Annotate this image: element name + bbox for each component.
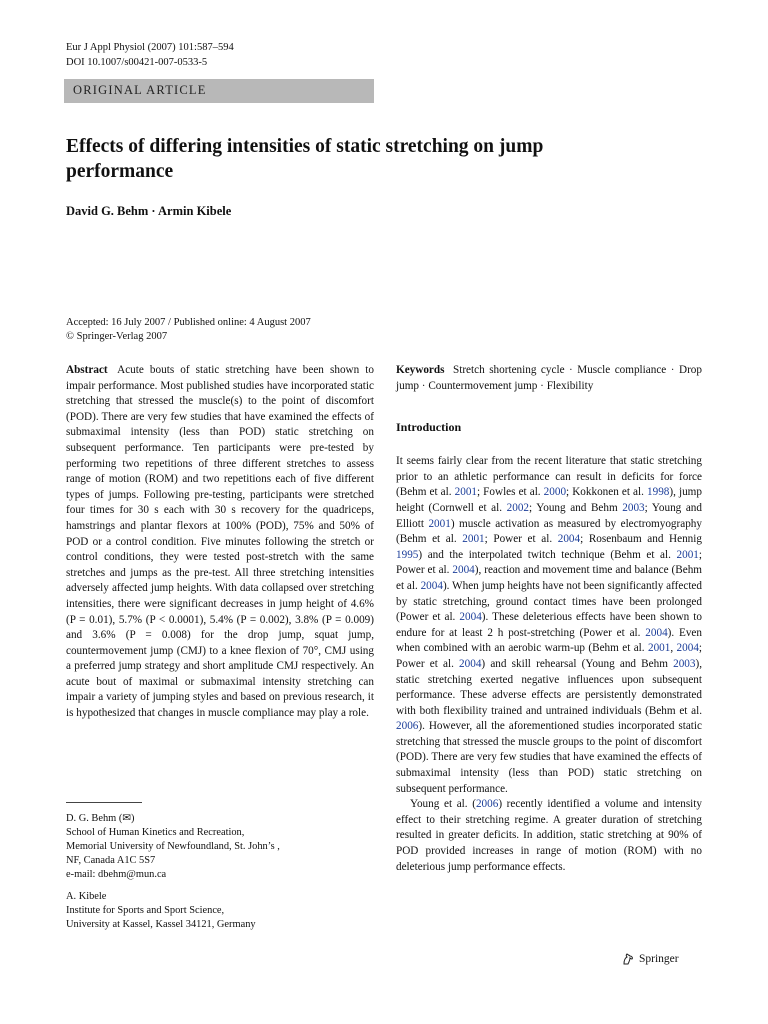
paragraph-text: ; Power et al. [396,548,702,577]
publication-dates [66,316,311,344]
paragraph-text: ). Even when combined with an aerobic warm-up (Behm et al. [396,626,702,655]
citation-link[interactable]: 2001 [647,642,671,655]
paragraph-text: ) and the interpolated twitch technique (Behm et al. [418,548,677,561]
author-list: David G. Behm · Armin Kibele [66,204,232,218]
citation-link[interactable]: 2003 [673,657,696,670]
paragraph-text: ), static stretching exerted negative influences upon subsequent performance. These adverse effects are persistently demonstrated with both flexibility trained and untrained individuals (Behm et al. [396,657,702,717]
journal-header [66,40,234,70]
affiliation-line: NF, Canada A1C 5S7 [66,855,156,866]
paragraph-text: ; Power et al. [484,533,558,546]
paragraph-text: ) recently identified a volume and intensity effect to their stretching regime. A greater duration of stretching resulted in greater deficits. In addition, static stretching at 90% of POD provided increases in range of motion (ROM) with no deleterious jump performance effects. [396,798,702,873]
keywords-label: Keywords [396,364,445,376]
affiliation-line: D. G. Behm (✉) [66,813,135,824]
citation-link[interactable]: 2002 [506,501,529,514]
affiliation-author1 [66,812,366,882]
keywords-text: Stretch shortening cycle · Muscle compliance · Drop jump · Countermovement jump · Flexibility [396,364,702,392]
publisher-name: Springer [639,953,679,965]
paragraph-text: ; Fowles et al. [477,486,544,499]
paragraph-text: ). However, all the aforementioned studies incorporated static stretching that stressed the muscle groups to the point of discomfort (POD). There are very few studies that have examined the effects of submaximal intensity (less than POD) static stretching on subsequent performance. [396,720,702,795]
abstract-text: Acute bouts of static stretching have been shown to impair performance. Most published studies have incorporated static stretching that stressed the muscle(s) to the point of discomfort (POD). There are very few studies that have examined the effects of submaximal intensity (less than POD) static stretching on subsequent performance. Ten participants were pre-tested by performing two repetitions of three different stretches to assess range of motion (ROM) and two repetitions each of five different types of jumps. Following pre-testing, participants were stretched four times for 30 s each with 30 s recovery for the quadriceps, hamstrings and plantar flexors at 100% (POD), 75% and 50% of POD or a control condition. Five minutes following the stretch or control conditions, they were tested post-stretch with the same stretches and jumps as the pre-test. All three stretching intensities adversely affected jump heights. With data collapsed over stretching intensities, there were significant decreases in jump height of 4.6% (P = 0.01), 5.7% (P < 0.0001), 5.4% (P = 0.002), 3.8% (P = 0.009) and 3.6% (P = 0.008) for the drop jump, squat jump, countermovement jump (CMJ) to a knee flexion of 70°, CMJ using a preferred jump strategy and short amplitude CMJ respectively. An acute bout of maximal or submaximal intensity stretching can impair a variety of jumping styles and based on previous research, it is hypothesized that changes in muscle compliance may play a role. [66,364,375,720]
paragraph-text: Young et al. ( [410,798,476,811]
paragraph-text: ; Young and Behm [529,501,623,514]
journal-citation: Eur J Appl Physiol (2007) 101:587–594 [66,42,234,53]
paragraph-text: ; Kokkonen et al. [566,486,647,499]
citation-link[interactable]: 2000 [543,486,567,499]
introduction-paragraph-2 [396,797,702,875]
paragraph-text: It seems fairly clear from the recent literature that static stretching prior to an athletic performance can result in deficits for force (Behm et al. [396,455,702,499]
accepted-date: Accepted: 16 July 2007 / Published online: 4 August 2007 [66,317,311,328]
article-type-banner: ORIGINAL ARTICLE [64,79,374,103]
article-title: Effects of differing intensities of static stretching on jump performance [66,136,544,182]
citation-link[interactable]: 2004 [452,564,475,577]
citation-link[interactable]: 2001 [454,486,477,499]
abstract [66,363,374,722]
publisher-logo [621,952,679,966]
citation-link[interactable]: 1998 [647,486,670,499]
left-column [66,363,374,722]
citation-link[interactable]: 2006 [475,798,499,811]
paragraph-text: ). These deleterious effects have been shown to endure for at least 2 h post-stretching (Power et al. [396,611,702,639]
citation-link[interactable]: 2004 [420,579,443,592]
affiliation-line: A. Kibele [66,891,107,902]
paragraph-text: ), reaction and movement time and balance (Behm et al. [396,564,702,592]
affiliation-line: School of Human Kinetics and Recreation, [66,827,245,838]
citation-link[interactable]: 2003 [622,501,645,514]
paragraph-text: ; Young and Elliott [396,501,702,530]
citation-link[interactable]: 2004 [676,642,699,655]
doi-line: DOI 10.1007/s00421-007-0533-5 [66,57,208,68]
affiliation-line: Memorial University of Newfoundland, St. John’s , [66,841,280,852]
affiliation-line: University at Kassel, Kassel 34121, Germany [66,919,256,930]
paragraph-text: ; Power et al. [396,642,703,670]
citation-link[interactable]: 2001 [428,517,451,530]
email-line[interactable]: e-mail: dbehm@mun.ca [66,869,167,880]
section-heading-introduction: Introduction [396,420,462,435]
affiliation-line: Institute for Sports and Sport Science, [66,905,225,916]
keywords [396,363,702,394]
paragraph-text: ; Rosenbaum and Hennig [580,533,702,546]
paragraph-text: ) muscle activation as measured by electromyography (Behm et al. [396,517,702,546]
springer-horse-icon [621,952,635,966]
paragraph-text: ). When jump heights have not been significantly affected by static stretching, ground contact times have been prolonged (Power et al. [396,579,702,624]
citation-link[interactable]: 2001 [462,533,485,546]
citation-link[interactable]: 2004 [459,611,482,624]
introduction-paragraph-1 [396,454,702,797]
citation-link[interactable]: 2004 [645,626,668,639]
footnote-divider [66,802,142,803]
paragraph-text: , [670,642,677,655]
citation-link[interactable]: 2004 [557,533,581,546]
abstract-label: Abstract [66,364,108,376]
copyright-line: © Springer-Verlag 2007 [66,331,168,342]
citation-link[interactable]: 2004 [459,657,482,670]
citation-link[interactable]: 2001 [676,548,699,561]
citation-link[interactable]: 2006 [396,720,419,733]
affiliation-author2 [66,890,366,932]
citation-link[interactable]: 1995 [396,548,419,561]
paragraph-text: ) and skill rehearsal (Young and Behm [481,657,674,670]
paragraph-text: ), jump height (Cornwell et al. [396,486,702,514]
right-column [396,363,702,875]
